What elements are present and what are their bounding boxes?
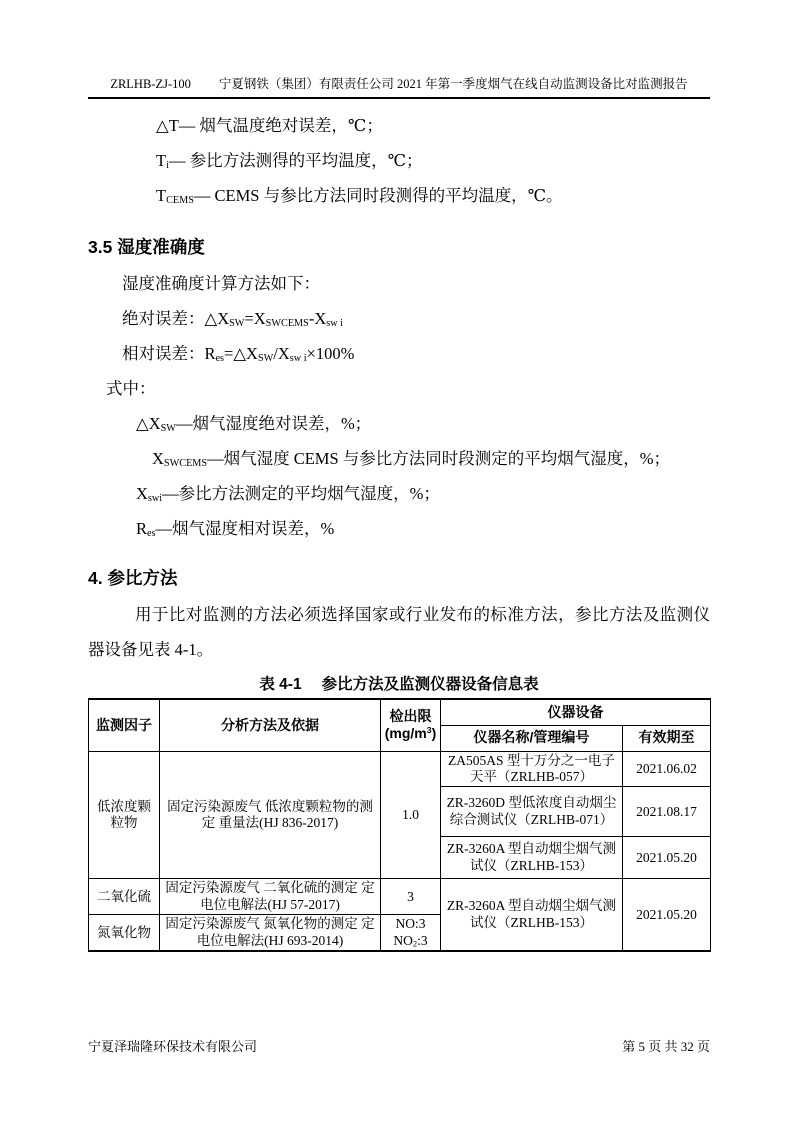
section-heading-4: 4. 参比方法 bbox=[88, 568, 178, 588]
cell-pm-method: 固定污染源废气 低浓度颗粒物的测定 重量法(HJ 836-2017) bbox=[160, 751, 381, 879]
table-caption-number: 表 4-1 bbox=[259, 676, 302, 693]
definition-xswcems: $X_{SWCEMS}—$烟气湿度 CEMS 与参比方法同时段测定的平均烟气湿度，%； bbox=[152, 449, 671, 469]
definition-xsw: $\triangle X_{SW}—$烟气湿度绝对误差，%； bbox=[136, 414, 372, 434]
header-detection-limit-line1: 检出限 bbox=[389, 708, 432, 725]
cell-pm-equip-2-name: ZR-3260D 型低浓度自动烟尘综合测试仪（ZRLHB-071） bbox=[441, 787, 623, 837]
where-label: 式中： bbox=[106, 379, 156, 398]
header-equipment-group: 仪器设备 bbox=[441, 699, 711, 725]
cell-pm-equip-1-valid: 2021.06.02 bbox=[623, 751, 711, 787]
definition-res: $R_{es}—$烟气湿度相对误差，% bbox=[136, 519, 335, 539]
table-row-so2 bbox=[89, 879, 711, 915]
header-method: 分析方法及依据 bbox=[160, 699, 381, 751]
page-body bbox=[88, 99, 710, 952]
footer-company: 宁夏泽瑞隆环保技术有限公司 bbox=[88, 1039, 258, 1054]
definition-t-cems: $T_{CEMS}—$ CEMS 与参比方法同时段测得的平均温度，℃。 bbox=[156, 186, 563, 206]
cell-pm-equip-1-name: ZA505AS 型十万分之一电子天平（ZRLHB-057） bbox=[441, 751, 623, 787]
formula-relative-error: 相对误差：$R_{es}=\triangle X_{SW}/X_{sw i}\times 100\%$ bbox=[122, 344, 355, 364]
doc-title: 宁夏钢铁（集团）有限责任公司 2021 年第一季度烟气在线自动监测设备比对监测报告 bbox=[218, 77, 688, 91]
cell-nox-factor: 氮氧化物 bbox=[89, 915, 160, 951]
page-footer bbox=[88, 1036, 710, 1055]
header-valid-until: 有效期至 bbox=[623, 725, 711, 751]
header-instrument-name: 仪器名称/管理编号 bbox=[441, 725, 623, 751]
definition-t-i: $T_i—$ 参比方法测得的平均温度，℃； bbox=[156, 151, 423, 171]
cell-so2-limit: 3 bbox=[381, 879, 441, 915]
definition-delta-t: △T— 烟气温度绝对误差，℃； bbox=[156, 116, 383, 135]
cell-pm-equip-3-valid: 2021.05.20 bbox=[623, 837, 711, 879]
table-header-row-1 bbox=[89, 699, 711, 725]
doc-code: ZRLHB-ZJ-100 bbox=[110, 77, 191, 91]
table-caption bbox=[88, 674, 710, 696]
cell-nox-limit-line1: NO:3 bbox=[395, 916, 426, 932]
cell-nox-limit-line2: $NO_2:3$ bbox=[393, 932, 428, 949]
cell-pm-factor: 低浓度颗粒物 bbox=[89, 751, 160, 879]
table-row-pm-1 bbox=[89, 751, 711, 787]
definition-xswi: $X_{swi}—$参比方法测定的平均烟气湿度，%； bbox=[136, 484, 440, 504]
section-heading-3-5: 3.5 湿度准确度 bbox=[88, 237, 205, 257]
cell-shared-equip-name: ZR-3260A 型自动烟尘烟气测试仪（ZRLHB-153） bbox=[441, 879, 623, 951]
cell-so2-factor: 二氧化硫 bbox=[89, 879, 160, 915]
page-header bbox=[88, 74, 710, 99]
cell-nox-limit bbox=[381, 915, 441, 951]
header-detection-limit bbox=[381, 699, 441, 751]
instrument-table bbox=[88, 698, 711, 952]
header-detection-limit-unit: $(mg/m^3)$ bbox=[384, 725, 437, 742]
cell-shared-equip-valid: 2021.05.20 bbox=[623, 879, 711, 951]
cell-pm-equip-3-name: ZR-3260A 型自动烟尘烟气测试仪（ZRLHB-153） bbox=[441, 837, 623, 879]
cell-pm-equip-2-valid: 2021.08.17 bbox=[623, 787, 711, 837]
footer-page-number: 第 5 页 共 32 页 bbox=[622, 1039, 710, 1054]
header-factor: 监测因子 bbox=[89, 699, 160, 751]
humidity-intro: 湿度准确度计算方法如下： bbox=[122, 274, 320, 293]
formula-absolute-error: 绝对误差：$\triangle X_{SW}=X_{SWCEMS}-X_{sw i}$ bbox=[122, 309, 344, 329]
cell-so2-method: 固定污染源废气 二氧化硫的测定 定电位电解法(HJ 57-2017) bbox=[160, 879, 381, 915]
cell-pm-limit: 1.0 bbox=[381, 751, 441, 879]
cell-nox-method: 固定污染源废气 氮氧化物的测定 定电位电解法(HJ 693-2014) bbox=[160, 915, 381, 951]
table-caption-title: 参比方法及监测仪器设备信息表 bbox=[321, 676, 539, 693]
section-4-paragraph: 用于比对监测的方法必须选择国家或行业发布的标准方法，参比方法及监测仪器设备见表 4-1。 bbox=[88, 605, 710, 659]
